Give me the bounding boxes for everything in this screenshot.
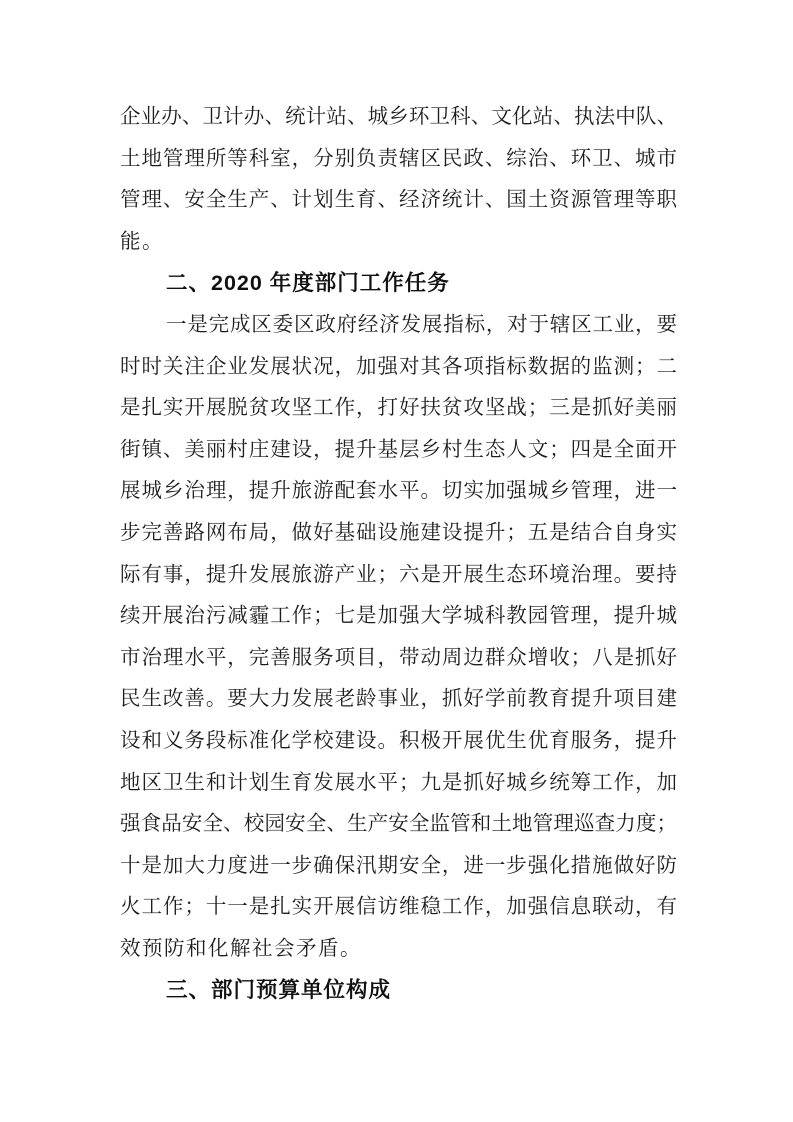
text-line: 十是加大力度进一步确保汛期安全，进一步强化措施做好防 bbox=[120, 854, 677, 877]
document-body bbox=[120, 97, 677, 1012]
text-line: 展城乡治理，提升旅游配套水平。切实加强城乡管理，进一 bbox=[120, 480, 677, 503]
text-line: 际有事，提升发展旅游产业；六是开展生态环境治理。要持 bbox=[120, 563, 677, 586]
heading-line: 二、2020 年度部门工作任务 bbox=[166, 271, 450, 296]
text-line: 管理、安全生产、计划生育、经济统计、国土资源管理等职 bbox=[120, 189, 677, 212]
section-heading-budget-units bbox=[120, 970, 677, 1012]
text-line: 步完善路网布局，做好基础设施建设提升；五是结合自身实 bbox=[120, 521, 677, 544]
text-line: 企业办、卫计办、统计站、城乡环卫科、文化站、执法中队、 bbox=[120, 106, 677, 128]
text-line: 效预防和化解社会矛盾。 bbox=[120, 937, 362, 960]
text-line: 地区卫生和计划生育发展水平；九是抓好城乡统筹工作，加 bbox=[120, 771, 677, 794]
text-line: 是扎实开展脱贫攻坚工作，打好扶贫攻坚战；三是抓好美丽 bbox=[120, 397, 677, 420]
text-line: 能。 bbox=[120, 230, 164, 253]
text-line: 一是完成区委区政府经济发展指标，对于辖区工业，要 bbox=[166, 313, 677, 336]
intro-paragraph-continuation bbox=[120, 97, 677, 263]
text-line: 街镇、美丽村庄建设，提升基层乡村生态人文；四是全面开 bbox=[120, 438, 677, 461]
text-line: 时时关注企业发展状况，加强对其各项指标数据的监测；二 bbox=[120, 355, 677, 378]
text-line: 火工作；十一是扎实开展信访维稳工作，加强信息联动，有 bbox=[120, 896, 677, 919]
text-line: 续开展治污减霾工作；七是加强大学城科教园管理，提升城 bbox=[120, 605, 677, 628]
text-line: 民生改善。要大力发展老龄事业，抓好学前教育提升项目建 bbox=[120, 688, 677, 711]
tasks-paragraph bbox=[120, 305, 677, 971]
text-line: 土地管理所等科室，分别负责辖区民政、综治、环卫、城市 bbox=[120, 147, 677, 170]
text-line: 市治理水平，完善服务项目，带动周边群众增收；八是抓好 bbox=[120, 646, 677, 669]
heading-line: 三、部门预算单位构成 bbox=[166, 978, 392, 1003]
text-line: 设和义务段标准化学校建设。积极开展优生优育服务，提升 bbox=[120, 729, 677, 752]
section-heading-2020-tasks bbox=[120, 263, 677, 305]
text-line: 强食品安全、校园安全、生产安全监管和土地管理巡查力度； bbox=[120, 813, 677, 836]
